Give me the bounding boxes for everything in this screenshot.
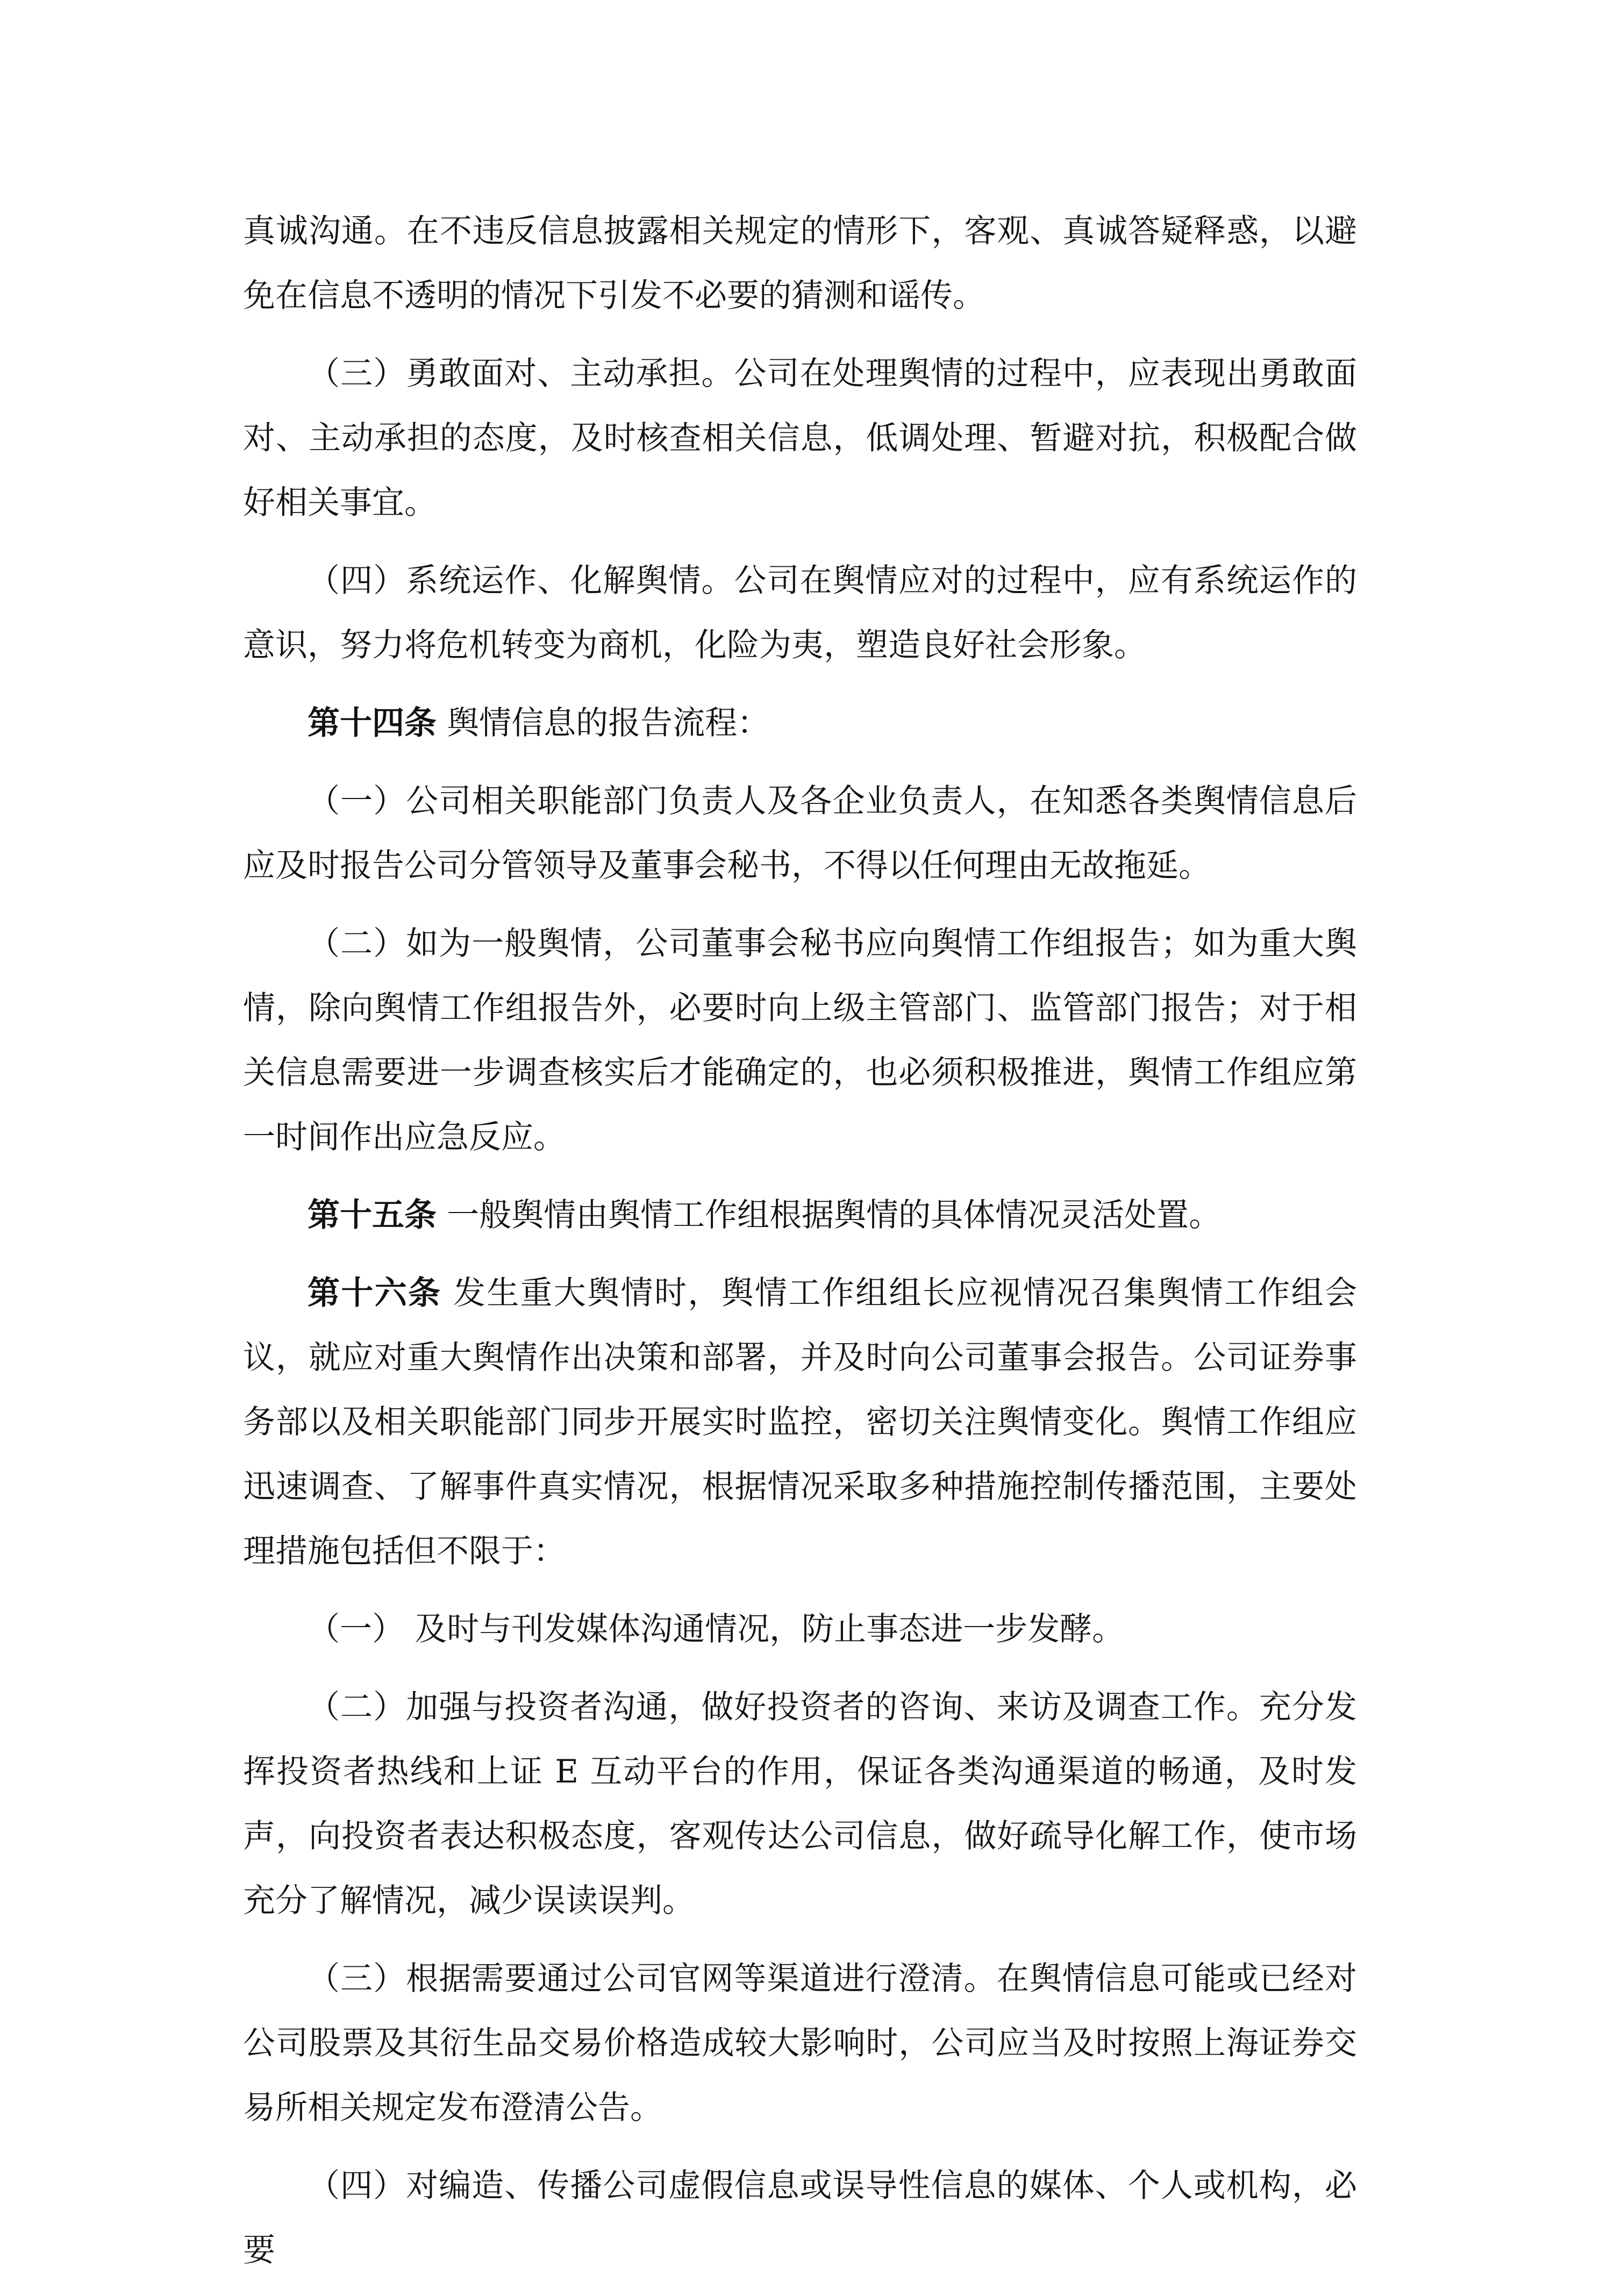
paragraph-text: （二）加强与投资者沟通，做好投资者的咨询、来访及调查工作。充分发挥投资者热线和上证 E 互动平台的作用，保证各类沟通渠道的畅通，及时发声，向投资者表达积极态度，客观传达公司信息，做好疏导化解工作，使市场充分了解情况，减少误读误判。 (243, 1688, 1357, 1920)
paragraph (243, 1675, 1357, 1933)
paragraph-text: （四）系统运作、化解舆情。公司在舆情应对的过程中，应有系统运作的意识，努力将危机转变为商机，化险为夷，塑造良好社会形象。 (243, 562, 1357, 664)
paragraph (243, 199, 1357, 328)
paragraph-text: （二）如为一般舆情，公司董事会秘书应向舆情工作组报告；如为重大舆情，除向舆情工作组报告外，必要时向上级主管部门、监管部门报告；对于相关信息需要进一步调查核实后才能确定的，也必须积极推进，舆情工作组应第一时间作出应急反应。 (243, 925, 1357, 1156)
paragraph (243, 1946, 1357, 2140)
paragraph-text: （三）勇敢面对、主动承担。公司在处理舆情的过程中，应表现出勇敢面对、主动承担的态度，及时核查相关信息，低调处理、暂避对抗，积极配合做好相关事宜。 (243, 355, 1357, 522)
paragraph (243, 911, 1357, 1170)
paragraph-text: （三）根据需要通过公司官网等渠道进行澄清。在舆情信息可能或已经对公司股票及其衍生品交易价格造成较大影响时，公司应当及时按照上海证券交易所相关规定发布澄清公告。 (243, 1960, 1357, 2127)
paragraph-text: 一般舆情由舆情工作组根据舆情的具体情况灵活处置。 (437, 1196, 1222, 1234)
paragraph (243, 548, 1357, 678)
paragraph-text: （一）公司相关职能部门负责人及各企业负责人，在知悉各类舆情信息后应及时报告公司分管领导及董事会秘书，不得以任何理由无故拖延。 (243, 782, 1357, 885)
paragraph (243, 2154, 1357, 2283)
paragraph-text: 发生重大舆情时，舆情工作组组长应视情况召集舆情工作组会议，就应对重大舆情作出决策和部署，并及时向公司董事会报告。公司证券事务部以及相关职能部门同步开展实时监控，密切关注舆情变化。舆情工作组应迅速调查、了解事件真实情况，根据情况采取多种措施控制传播范围，主要处理措施包括但不限于： (243, 1274, 1358, 1570)
paragraph (243, 769, 1357, 898)
article-number: 第十四条 (308, 704, 437, 742)
paragraph (243, 1597, 1357, 1662)
article-paragraph (243, 1183, 1357, 1247)
paragraph-text: 真诚沟通。在不违反信息披露相关规定的情形下，客观、真诚答疑释惑，以避免在信息不透明的情况下引发不必要的猜测和谣传。 (243, 212, 1357, 315)
article-number: 第十六条 (308, 1274, 442, 1312)
article-number: 第十五条 (308, 1196, 437, 1234)
paragraph-text: 舆情信息的报告流程： (437, 704, 770, 742)
paragraph-text: （四）对编造、传播公司虚假信息或误导性信息的媒体、个人或机构，必要 (243, 2167, 1357, 2269)
article-paragraph (243, 1261, 1357, 1584)
paragraph (243, 341, 1357, 535)
article-paragraph (243, 691, 1357, 755)
document-body (243, 199, 1357, 2296)
paragraph-text: （一） 及时与刊发媒体沟通情况，防止事态进一步发酵。 (308, 1610, 1125, 1648)
